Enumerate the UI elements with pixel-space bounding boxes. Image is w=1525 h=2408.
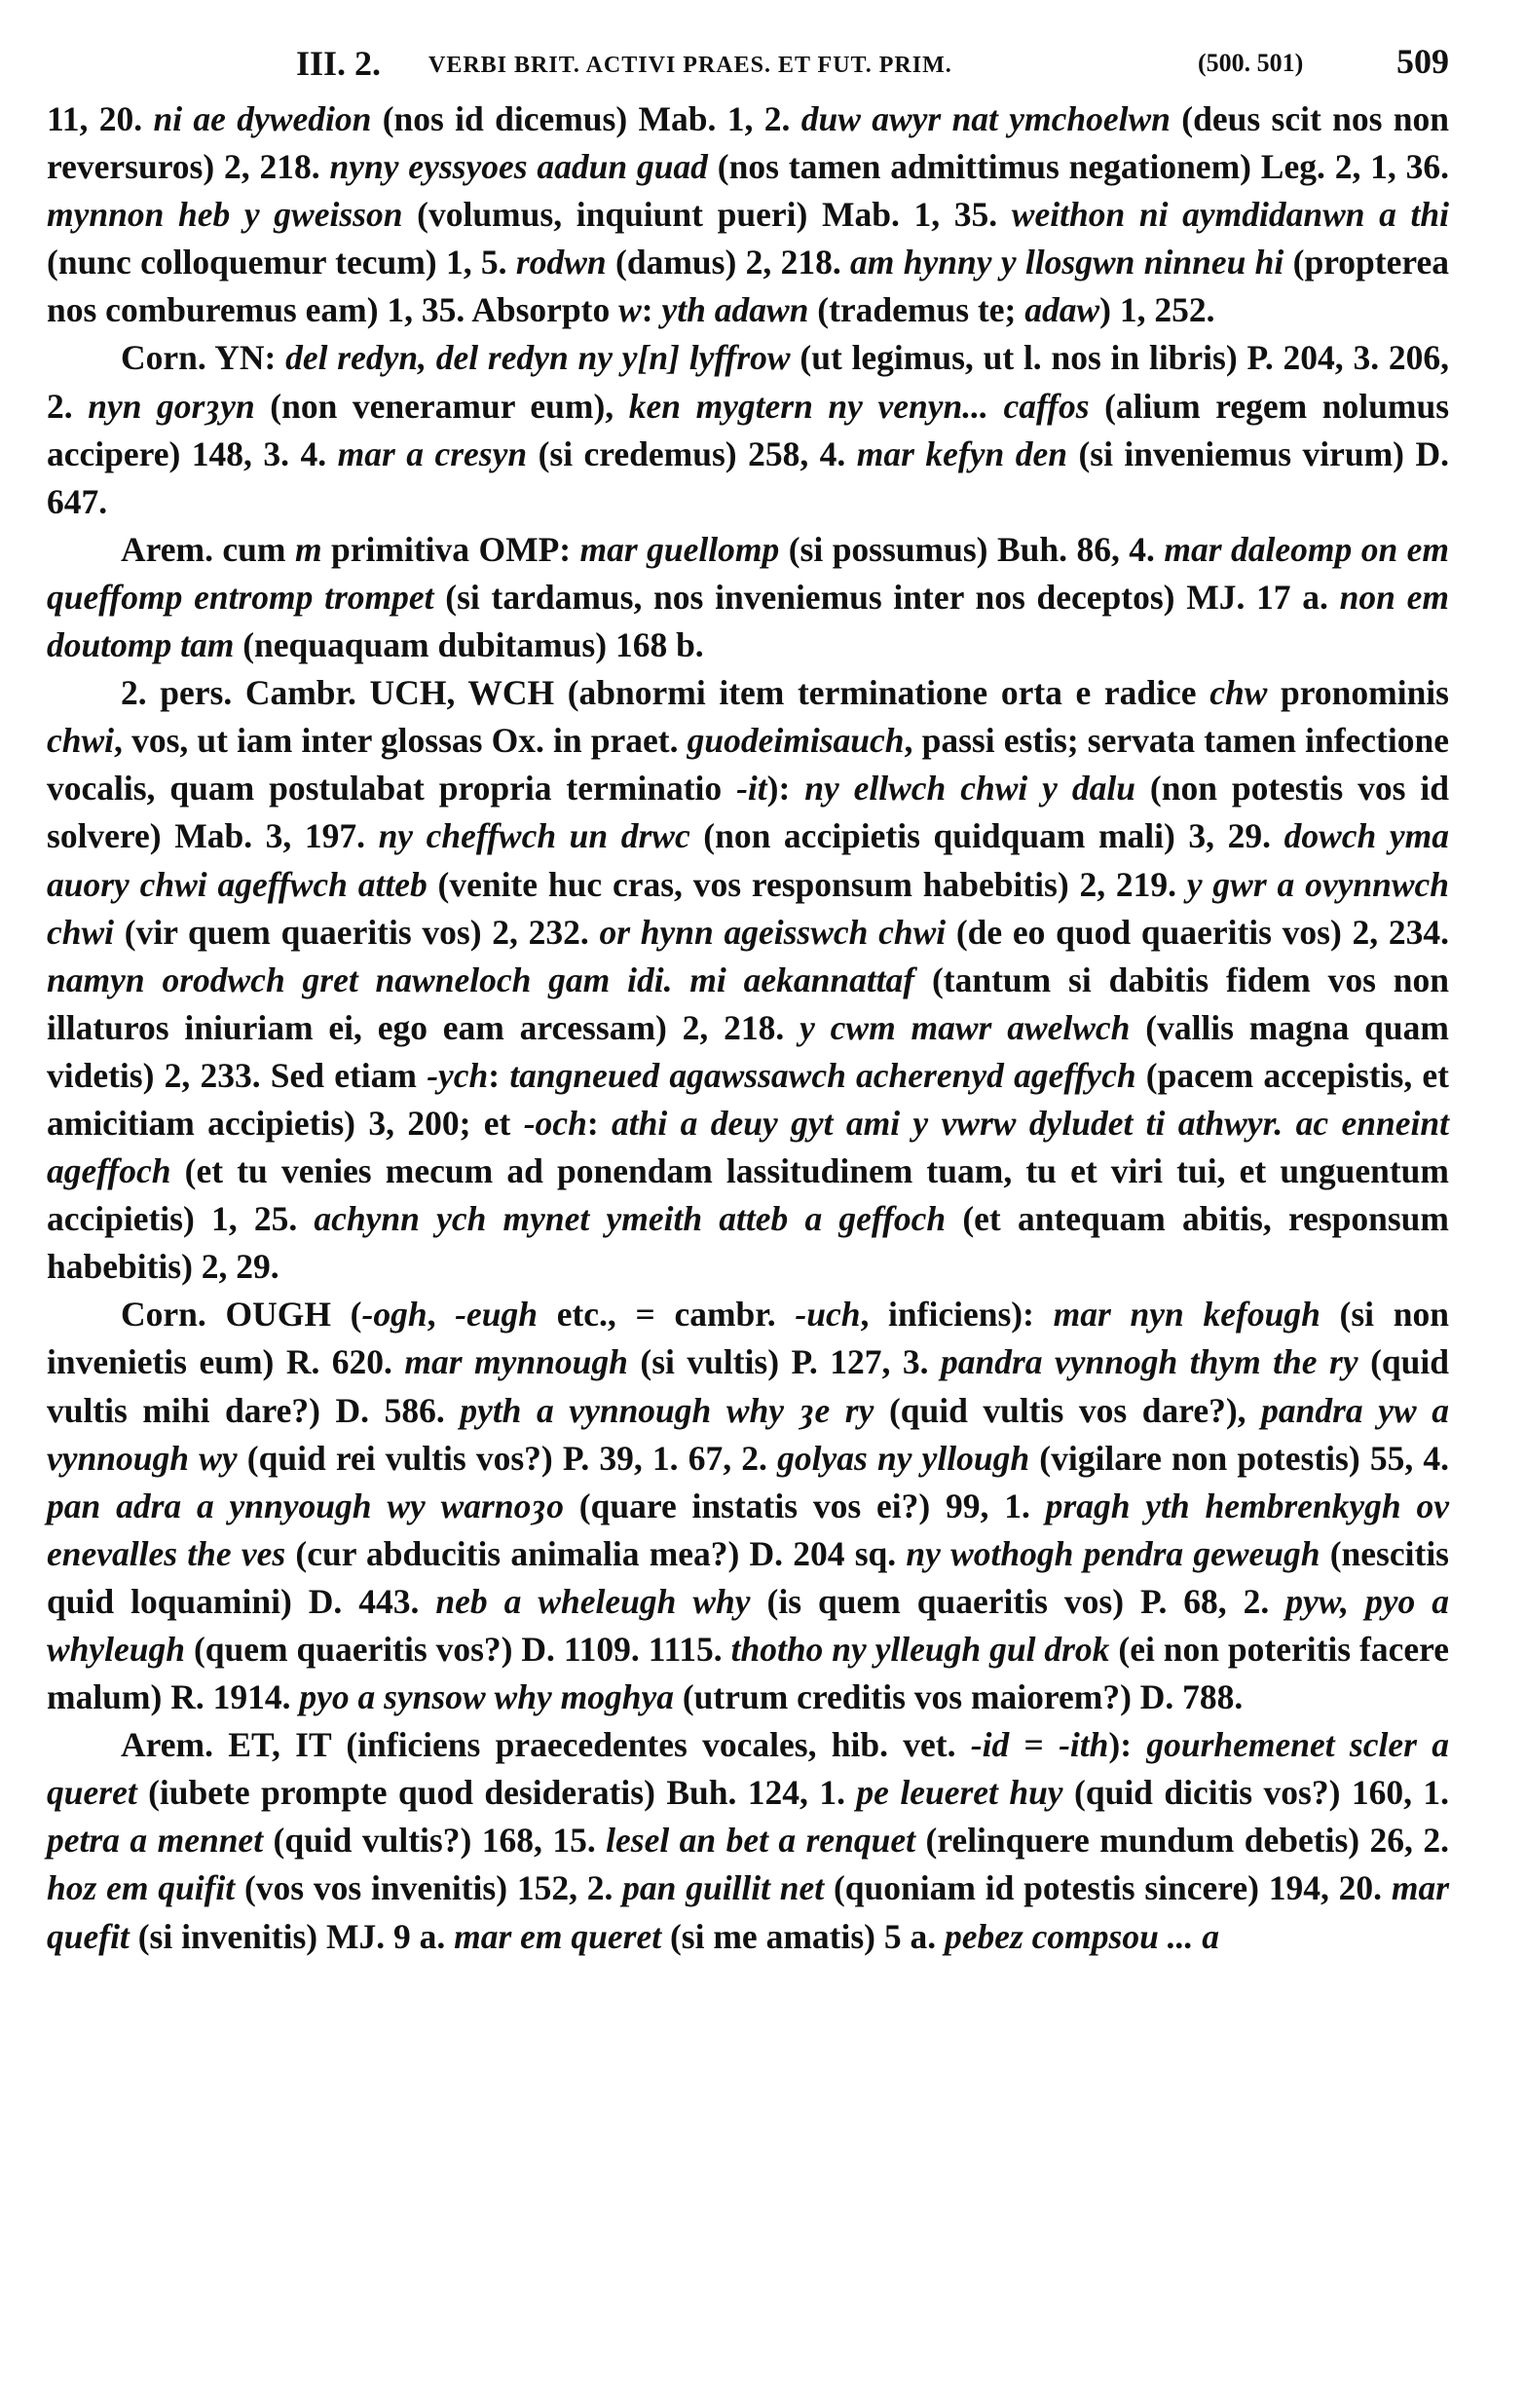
gloss-text: (non veneramur eum),: [254, 386, 629, 426]
gloss-text: (volumus, inquiunt pueri) Mab. 1, 35.: [402, 195, 1012, 235]
quoted-form: lesel an bet a renquet: [606, 1821, 916, 1861]
quoted-form: tangneued agawssawch acherenyd ageffych: [509, 1055, 1136, 1095]
quoted-form: ni ae dywedion: [153, 99, 372, 138]
quoted-form: -ith: [1059, 1725, 1109, 1765]
paragraph: [47, 526, 1449, 669]
quoted-form: non em doutomp tam: [47, 577, 1449, 665]
quoted-form: guodeimisauch: [687, 721, 905, 761]
gloss-text: , inficiens):: [860, 1295, 1054, 1335]
gloss-text: (quid vultis mihi dare?) D. 586.: [47, 1342, 1449, 1430]
gloss-text: , vos, ut iam inter glossas Ox. in praet.: [114, 721, 688, 761]
quoted-form: duw awyr nat ymchoelwn: [800, 99, 1171, 138]
gloss-text: (vallis magna quam videtis) 2, 233. Sed etiam: [47, 1007, 1449, 1095]
gloss-text: (et tu venies mecum ad ponendam lassitudinem tuam, tu et viri tui, et unguentum accipietis) 1, 25.: [47, 1151, 1449, 1239]
quoted-form: ken mygtern ny venyn... caffos: [628, 386, 1090, 426]
gloss-text: (quid dicitis vos?) 160, 1.: [1062, 1773, 1449, 1813]
gloss-text: :: [488, 1055, 510, 1095]
quoted-form: ny wothogh pendra geweugh: [906, 1533, 1320, 1573]
gloss-text: :: [641, 290, 662, 330]
column-reference: (500. 501): [1198, 49, 1304, 77]
paragraph: [47, 1291, 1449, 1721]
quoted-form: mar kefyn den: [856, 433, 1067, 473]
gloss-text: :: [586, 1103, 613, 1143]
gloss-text: 2. pers. Cambr. UCH, WCH (abnormi item terminatione orta e radice: [121, 673, 1210, 713]
paragraph: [47, 334, 1449, 525]
gloss-text: =: [1009, 1725, 1060, 1765]
gloss-text: (si credemus) 258, 4.: [527, 433, 857, 473]
quoted-form: pyo a synsow why moghya: [299, 1677, 674, 1717]
quoted-form: achynn ych mynet ymeith atteb a geffoch: [314, 1199, 947, 1239]
gloss-text: (si me amatis) 5 a.: [661, 1916, 945, 1956]
quoted-form: y cwm mawr awelwch: [800, 1007, 1131, 1047]
gloss-text: (nequaquam dubitamus) 168 b.: [234, 625, 704, 665]
gloss-text: (si inveniemus virum) D. 647.: [47, 433, 1449, 521]
gloss-text: (is quem quaeritis vos) P. 68, 2.: [750, 1581, 1286, 1621]
quoted-form: mar nyn kefough: [1053, 1295, 1320, 1335]
quoted-form: namyn orodwch gret nawneloch gam idi. mi aekannattaf: [47, 959, 915, 999]
quoted-form: pe leueret huy: [856, 1773, 1063, 1813]
gloss-text: (quid vultis?) 168, 15.: [263, 1821, 607, 1861]
quoted-form: hoz em quifit: [47, 1868, 236, 1908]
quoted-form: chw: [1209, 673, 1268, 713]
paragraph: [47, 669, 1449, 1291]
gloss-text: (quid rei vultis vos?) P. 39, 1. 67, 2.: [237, 1438, 778, 1478]
gloss-text: (damus) 2, 218.: [606, 243, 851, 282]
quoted-form: nyn gorȝyn: [88, 386, 255, 426]
gloss-text: (alium regem nolumus accipere) 148, 3. 4.: [47, 386, 1450, 473]
paragraph: [47, 95, 1449, 334]
quoted-form: mar mynnough: [404, 1342, 628, 1382]
gloss-text: (si vultis) P. 127, 3.: [627, 1342, 941, 1382]
gloss-text: , passi estis; servata tamen infectione vocalis, quam postulabat propria terminatio: [47, 721, 1449, 809]
quoted-form: or hynn ageisswch chwi: [599, 912, 947, 952]
gloss-text: (et antequam abitis, responsum habebitis) 2, 29.: [47, 1199, 1450, 1287]
gloss-text: (ei non poteritis facere malum) R. 1914.: [47, 1630, 1449, 1717]
quoted-form: nyny eyssyoes aadun guad: [329, 147, 708, 187]
quoted-form: -uch: [795, 1295, 861, 1335]
gloss-text: ):: [766, 769, 805, 809]
gloss-text: (si invenitis) MJ. 9 a.: [129, 1916, 455, 1956]
gloss-text: (pacem accepistis, et amicitiam accipietis) 3, 200; et: [47, 1055, 1450, 1143]
quoted-form: pragh yth hembrenkygh ov enevalles the ves: [47, 1486, 1450, 1573]
quoted-form: rodwn: [515, 243, 607, 282]
gloss-text: (propterea nos comburemus eam) 1, 35. Absorpto: [47, 243, 1449, 330]
quoted-form: adaw: [1024, 290, 1100, 330]
gloss-text: etc., = cambr.: [538, 1295, 796, 1335]
quoted-form: mar daleomp on em queffomp entromp trompet: [47, 529, 1450, 617]
quoted-form: gourhemenet scler a queret: [47, 1725, 1449, 1813]
gloss-text: (si non invenietis eum) R. 620.: [47, 1295, 1449, 1382]
quoted-form: yth adawn: [661, 290, 809, 330]
quoted-form: -och: [523, 1103, 587, 1143]
gloss-text: (iubete prompte quod desideratis) Buh. 124, 1.: [136, 1773, 857, 1813]
gloss-text: ,: [427, 1295, 456, 1335]
quoted-form: mynnon heb y gweisson: [47, 195, 403, 235]
quoted-form: pyw, pyo a whyleugh: [47, 1581, 1449, 1669]
gloss-text: (si possumus) Buh. 86, 4.: [779, 529, 1165, 569]
gloss-text: (trademus te;: [808, 290, 1025, 330]
quoted-form: m: [294, 529, 322, 569]
quoted-form: dowch yma auory chwi ageffwch atteb: [47, 816, 1449, 904]
gloss-text: (nos id dicemus) Mab. 1, 2.: [371, 99, 801, 138]
quoted-form: pandra vynnogh thym the ry: [940, 1342, 1358, 1382]
gloss-text: (relinquere mundum debetis) 26, 2.: [915, 1821, 1450, 1861]
gloss-text: (venite huc cras, vos responsum habebitis) 2, 219.: [427, 864, 1187, 904]
gloss-text: pronominis: [1267, 673, 1449, 713]
quoted-form: pyth a vynnough why ȝe ry: [460, 1390, 874, 1430]
gloss-text: (quare instatis vos ei?) 99, 1.: [563, 1486, 1046, 1525]
running-head: [47, 37, 1449, 95]
gloss-text: (vir quem quaeritis vos) 2, 232.: [114, 912, 600, 952]
body-text: [47, 95, 1449, 1961]
gloss-text: (vos vos invenitis) 152, 2.: [235, 1868, 623, 1908]
gloss-text: primitiva OMP:: [321, 529, 580, 569]
gloss-text: (tantum si dabitis fidem vos non illaturos iniuriam ei, ego eam arcessam) 2, 218.: [47, 959, 1449, 1047]
quoted-form: pandra yw a vynnough wy: [47, 1390, 1449, 1478]
gloss-text: Arem. ET, IT (inficiens praecedentes vocales, hib. vet.: [121, 1725, 971, 1765]
gloss-text: (de eo quod quaeritis vos) 2, 234.: [946, 912, 1449, 952]
gloss-text: (nescitis quid loquamini) D. 443.: [47, 1533, 1449, 1621]
quoted-form: pan adra a ynnyough wy warnoȝo: [47, 1486, 564, 1525]
quoted-form: athi a deuy gyt ami y vwrw dyludet ti athwyr. ac enneint ageffoch: [47, 1103, 1450, 1191]
quoted-form: pan guillit net: [622, 1868, 825, 1908]
gloss-text: (non accipietis quidquam mali) 3, 29.: [689, 816, 1284, 856]
quoted-form: weithon ni aymdidanwn a thi: [1011, 195, 1450, 235]
page-number: 509: [1396, 42, 1449, 81]
gloss-text: (non potestis vos id solvere) Mab. 3, 197.: [47, 769, 1449, 856]
quoted-form: -ych: [427, 1055, 489, 1095]
gloss-text: (cur abducitis animalia mea?) D. 204 sq.: [285, 1533, 907, 1573]
gloss-text: (quem quaeritis vos?) D. 1109. 1115.: [185, 1630, 731, 1669]
quoted-form: ny ellwch chwi y dalu: [804, 769, 1135, 809]
gloss-text: Corn. YN:: [121, 338, 286, 378]
quoted-form: w: [618, 290, 642, 330]
quoted-form: y gwr a ovynnwch chwi: [47, 864, 1449, 952]
quoted-form: -ogh: [361, 1295, 428, 1335]
gloss-text: (quoniam id potestis sincere) 194, 20.: [824, 1868, 1392, 1908]
quoted-form: mar guellomp: [579, 529, 780, 569]
gloss-text: (deus scit nos non reversuros) 2, 218.: [47, 99, 1449, 187]
quoted-form: petra a mennet: [47, 1821, 264, 1861]
gloss-text: (utrum creditis vos maiorem?) D. 788.: [673, 1677, 1244, 1717]
quoted-form: am hynny y llosgwn ninneu hi: [850, 243, 1284, 282]
gloss-text: (nos tamen admittimus negationem) Leg. 2, 1, 36.: [707, 147, 1449, 187]
quoted-form: mar quefit: [47, 1868, 1450, 1956]
section-number: III. 2.: [296, 44, 382, 83]
gloss-text: (nunc colloquemur tecum) 1, 5.: [47, 243, 516, 282]
gloss-text: (ut legimus, ut l. nos in libris) P. 204, 3. 206, 2.: [47, 338, 1449, 426]
quoted-form: mar a cresyn: [337, 433, 528, 473]
gloss-text: ):: [1108, 1725, 1147, 1765]
paragraph: [47, 1721, 1449, 1960]
gloss-text: (quid vultis vos dare?),: [874, 1390, 1262, 1430]
quoted-form: chwi: [47, 721, 115, 761]
quoted-form: -it: [736, 769, 767, 809]
gloss-text: Corn. OUGH (: [121, 1295, 362, 1335]
quoted-form: pebez compsou ... a: [944, 1916, 1219, 1956]
quoted-form: -id: [970, 1725, 1010, 1765]
gloss-text: 11, 20.: [47, 99, 154, 138]
gloss-text: (si tardamus, nos inveniemus inter nos deceptos) MJ. 17 a.: [433, 577, 1340, 617]
gloss-text: (vigilare non potestis) 55, 4.: [1029, 1438, 1450, 1478]
quoted-form: neb a wheleugh why: [435, 1581, 751, 1621]
quoted-form: mar em queret: [454, 1916, 662, 1956]
quoted-form: -eugh: [455, 1295, 538, 1335]
quoted-form: thotho ny ylleugh gul drok: [730, 1630, 1110, 1669]
gloss-text: Arem. cum: [121, 529, 295, 569]
quoted-form: ny cheffwch un drwc: [378, 816, 690, 856]
quoted-form: golyas ny yllough: [777, 1438, 1030, 1478]
gloss-text: ) 1, 252.: [1099, 290, 1215, 330]
quoted-form: del redyn, del redyn ny y[n] lyffrow: [285, 338, 791, 378]
running-title: VERBI BRIT. ACTIVI PRAES. ET FUT. PRIM.: [428, 53, 952, 78]
